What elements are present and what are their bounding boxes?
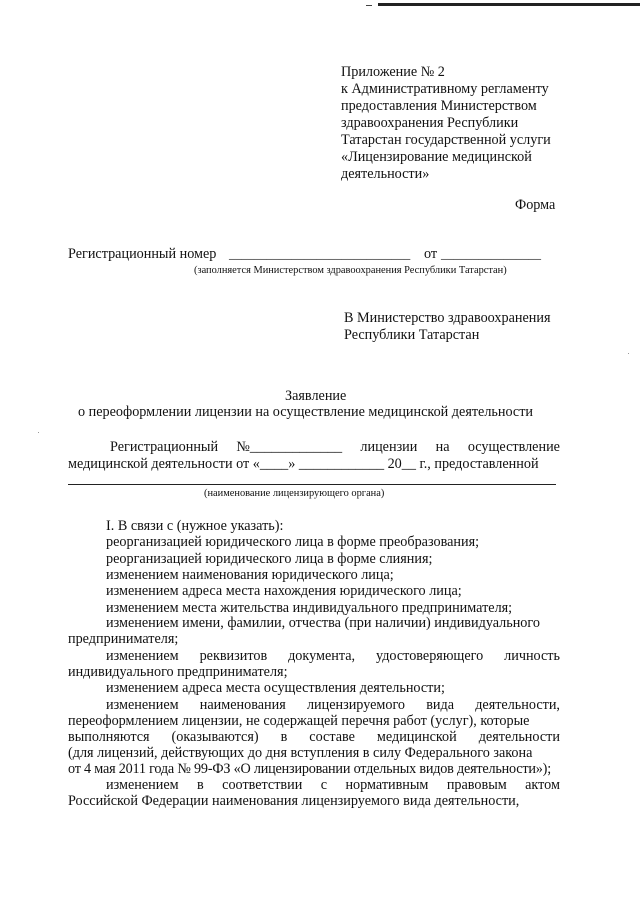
reason-option[interactable]: реорганизацией юридического лица в форме слияния;: [106, 551, 433, 567]
reason-option[interactable]: изменением наименования юридического лица;: [106, 567, 394, 583]
intro-word: лицензии: [360, 439, 418, 455]
reason-option[interactable]: изменением имени, фамилии, отчества (при наличии) индивидуального: [106, 615, 540, 631]
reason-option[interactable]: [106, 648, 560, 665]
reason-option[interactable]: изменением места жительства индивидуального предпринимателя;: [106, 600, 513, 616]
registration-date-blank[interactable]: ________________: [441, 247, 541, 261]
reason-option[interactable]: [106, 697, 560, 714]
registration-from-label: от: [424, 246, 438, 262]
reason-word: изменением: [106, 648, 179, 664]
registration-label: Регистрационный номер: [68, 246, 217, 262]
intro-word: на: [435, 439, 450, 455]
reason-word: деятельности,: [475, 697, 560, 713]
reason-option-continuation: предпринимателя;: [68, 631, 179, 647]
scan-speck: [38, 432, 39, 433]
scan-speck: [628, 353, 629, 354]
license-number-blank[interactable]: №_____________: [236, 439, 343, 455]
reason-word: вида: [426, 697, 455, 713]
scan-artifact-line: [378, 3, 640, 6]
reason-word: актом: [525, 777, 560, 793]
reason-word: наименования: [199, 697, 286, 713]
intro-word: Регистрационный: [110, 439, 219, 455]
document-title: Заявление: [285, 388, 347, 404]
reason-option[interactable]: изменением адреса места нахождения юридического лица;: [106, 583, 462, 599]
appendix-line: Татарстан государственной услуги: [341, 132, 551, 148]
document-subtitle: о переоформлении лицензии на осуществление медицинской деятельности: [78, 404, 534, 420]
appendix-line: деятельности»: [341, 166, 430, 182]
reason-word: в: [197, 777, 204, 793]
reason-word: нормативным: [345, 777, 429, 793]
reason-option-continuation: от 4 мая 2011 года № 99-ФЗ «О лицензировании отдельных видов деятельности»);: [68, 761, 551, 777]
authority-note: (наименование лицензирующего органа): [204, 488, 385, 499]
reason-word: в: [280, 729, 288, 745]
reason-word: составе: [309, 729, 355, 745]
reason-word: выполняются: [68, 729, 150, 745]
scan-artifact-tick: [366, 5, 372, 6]
appendix-line: здравоохранения Республики: [341, 115, 519, 131]
reason-word: документа,: [288, 648, 356, 664]
reason-word: соответствии: [222, 777, 303, 793]
appendix-line: «Лицензирование медицинской: [341, 149, 532, 165]
intro-line: медицинской деятельности от «____» ____________ 20__ г., предоставленной: [68, 456, 539, 472]
registration-number-blank[interactable]: _____________________________: [229, 247, 411, 261]
addressee-line: В Министерство здравоохранения: [344, 310, 551, 326]
section-heading: I. В связи с (нужное указать):: [106, 518, 284, 534]
reason-word: (оказываются): [171, 729, 259, 745]
reason-option[interactable]: изменением адреса места осуществления деятельности;: [106, 680, 445, 696]
appendix-line: к Административному регламенту: [341, 81, 549, 97]
reason-word: личность: [504, 648, 560, 664]
form-label: Форма: [515, 197, 556, 213]
reason-option[interactable]: реорганизацией юридического лица в форме преобразования;: [106, 534, 480, 550]
reason-word: с: [320, 777, 328, 793]
reason-word: реквизитов: [199, 648, 268, 664]
reason-option[interactable]: [106, 777, 560, 794]
reason-word: правовым: [446, 777, 507, 793]
reason-word: удостоверяющего: [376, 648, 484, 664]
reason-option-continuation: (для лицензий, действующих до дня вступления в силу Федерального закона: [68, 745, 533, 761]
appendix-line: Приложение № 2: [341, 64, 445, 80]
intro-line: [110, 439, 560, 456]
reason-option-continuation: переоформлением лицензии, не содержащей перечня работ (услуг), которые: [68, 713, 530, 729]
reason-option-continuation: [68, 729, 560, 746]
reason-word: деятельности: [478, 729, 560, 745]
registration-note: (заполняется Министерством здравоохранения Республики Татарстан): [194, 265, 507, 276]
reason-option-continuation: индивидуального предпринимателя;: [68, 664, 288, 680]
reason-option-continuation: Российской Федерации наименования лицензируемого вида деятельности,: [68, 793, 520, 809]
intro-word: осуществление: [467, 439, 560, 455]
reason-word: лицензируемого: [306, 697, 406, 713]
reason-word: изменением: [106, 777, 179, 793]
reason-word: изменением: [106, 697, 179, 713]
appendix-line: предоставления Министерством: [341, 98, 537, 114]
authority-blank-line[interactable]: [68, 484, 556, 485]
addressee-line: Республики Татарстан: [344, 327, 480, 343]
reason-word: медицинской: [376, 729, 457, 745]
appendix-block: [341, 64, 551, 183]
